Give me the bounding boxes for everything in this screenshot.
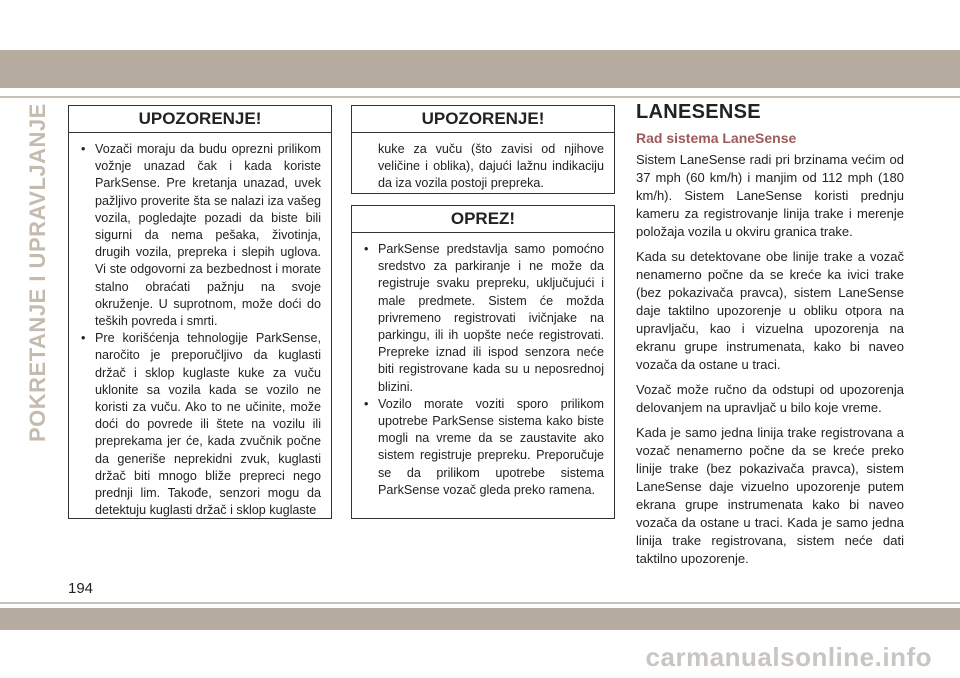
bullet-text: ParkSense predstavlja samo pomoćno sredstvo za parkiranje i ne može da registruje svaku prepreku, uključujući i male predmete. Sistem će možda privremeno registrovati ivičnjake na parkingu, ili ih uopšte neće registrovati. Prepreke iznad ili ispod senzora neće biti registrovane kada su u neposrednoj blizini. bbox=[378, 242, 604, 394]
top-color-bar bbox=[0, 50, 960, 88]
bullet-glyph: • bbox=[81, 331, 86, 346]
warning-box-1 bbox=[68, 105, 332, 519]
top-band bbox=[0, 0, 960, 50]
caution-box bbox=[351, 205, 615, 519]
paragraph: Kada je samo jedna linija trake registrovana a vozač nenamerno počne da se kreće preko linije trake (bez pokazivača pravca), sistem LaneSense daje vizuelno upozorenje putem ekrana grupe instrumenata kako bi naveo vozača da ostane u traci. Kada je samo jedna linija trake registrovana, sistem neće dati taktilno upozorenje. bbox=[636, 425, 904, 566]
bullet-item bbox=[81, 141, 321, 330]
paragraph: Kada su detektovane obe linije trake a vozač nenamerno počne da se kreće ka ivici trake (bez pokazivača pravca), sistem LaneSense daje taktilno upozorenje u obliku otpora na upravljaču, kao i vizuelna upozorenja na ekranu grupe instrumenata, kako bi naveo vozača da ostane u traci. bbox=[636, 249, 904, 372]
side-section-title: POKRETANJE I UPRAVLJANJE bbox=[25, 103, 50, 442]
caution-header: OPREZ! bbox=[352, 206, 614, 233]
section-title: LANESENSE bbox=[636, 101, 761, 123]
bullet-text: Vozači moraju da budu oprezni prilikom vožnje unazad čak i kada koriste ParkSense. Pre kretanja unazad, uvek pažljivo proverite šta se nalazi iza vašeg vozila, pogledajte pozadi da biste bili sigurni da nema pešaka, životinja, drugih vozila, prepreka i slepih uglova. Vi ste odgovorni za bezbednost i morate stalno obraćati pažnju na svoje okruženje. U suprotnom, može doći do teških povreda i smrti. bbox=[95, 142, 321, 329]
paragraph: Vozač može ručno da odstupi od upozorenja delovanjem na upravljač u bilo koje vreme. bbox=[636, 382, 904, 415]
bullet-item bbox=[81, 330, 321, 519]
bullet-item bbox=[364, 396, 604, 499]
bullet-glyph: • bbox=[364, 396, 369, 411]
bullet-item bbox=[364, 241, 604, 396]
warning-header: UPOZORENJE! bbox=[69, 106, 331, 133]
paragraph: Sistem LaneSense radi pri brzinama većim od 37 mph (60 km/h) i manjim od 112 mph (180 km/h). Sistem LaneSense koristi prednju kameru za registrovanje linija trake i merenje položaja vozila u okviru granica trake. bbox=[636, 152, 904, 239]
bullet-glyph: • bbox=[364, 242, 369, 256]
page-number: 194 bbox=[68, 580, 94, 597]
bullet-glyph: • bbox=[81, 142, 86, 156]
watermark: carmanualsonline.info bbox=[645, 642, 932, 672]
bottom-rule bbox=[0, 602, 960, 604]
bullet-text: Pre korišćenja tehnologije ParkSense, naročito je preporučljivo da kuglasti držač i sklop kuglaste kuke za vuču uklonite sa vozila kada se vozilo ne koristi za vuču. Ako to ne učinite, može doći do povrede ili štete na vozilu ili preprekama jer će, kada zvučnik počne da generiše neprekidni zvuk, kuglasti držač biti mnogo bliže prepreci nego prednji lim. Takođe, senzori mogu da detektuju kuglasti držač i sklop kuglaste bbox=[95, 331, 321, 518]
warning-box-2 bbox=[351, 105, 615, 194]
bullet-text: Vozilo morate voziti sporo prilikom upotrebe ParkSense sistema kako biste mogli na vreme da se zaustavite ako sistem registruje prepreku. Preporučuje se da prilikom upotrebe sistema ParkSense vozač gleda preko ramena. bbox=[378, 396, 604, 497]
continued-text: kuke za vuču (što zavisi od njihove veličine i oblika), dajući lažnu indikaciju da iza vozila postoji prepreka. bbox=[378, 142, 604, 191]
lanesense-section bbox=[636, 101, 904, 575]
top-rule bbox=[0, 96, 960, 98]
bottom-band bbox=[0, 608, 960, 630]
warning-header: UPOZORENJE! bbox=[352, 106, 614, 133]
section-subtitle: Rad sistema LaneSense bbox=[636, 130, 797, 146]
